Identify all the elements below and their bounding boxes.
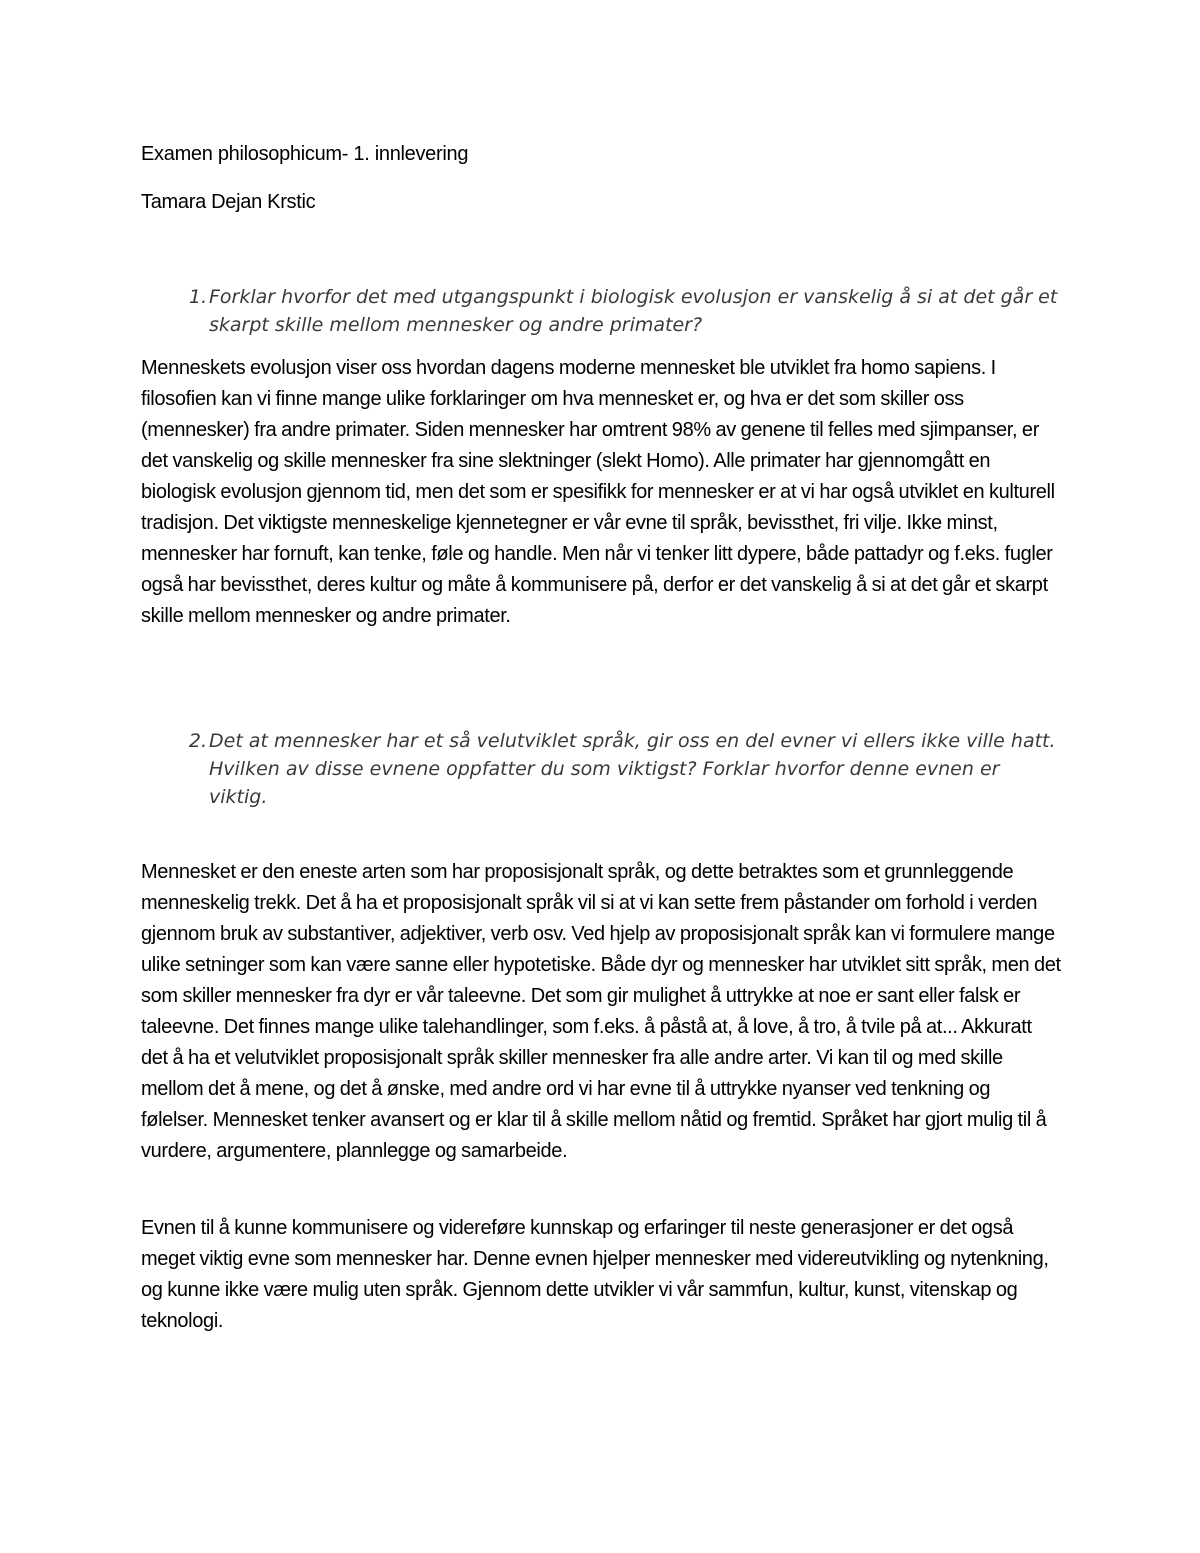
question-1 — [141, 283, 1061, 339]
question-text: Forklar hvorfor det med utgangspunkt i biologisk evolusjon er vanskelig å si at det går et skarpt skille mellom mennesker og andre primater? — [209, 286, 1058, 336]
question-number: 2. — [188, 730, 207, 752]
question-number: 1. — [188, 286, 207, 308]
question-2 — [141, 727, 1061, 811]
answer-paragraph-3: Evnen til å kunne kommunisere og videreføre kunnskap og erfaringer til neste generasjoner er det også meget viktig evne som mennesker har. Denne evnen hjelper mennesker med videreutvikling og nytenkning, og kunne ikke være mulig uten språk. Gjennom dette utvikler vi vår sammfun, kultur, kunst, vitenskap og teknologi. — [141, 1217, 1049, 1332]
author-name: Tamara Dejan Krstic — [141, 191, 316, 213]
question-text: Det at mennesker har et så velutviklet språk, gir oss en del evner vi ellers ikke ville hatt. Hvilken av disse evnene oppfatter du som viktigst? Forklar hvorfor denne evnen er viktig. — [209, 730, 1056, 808]
answer-paragraph-2: Mennesket er den eneste arten som har proposisjonalt språk, og dette betraktes som et grunnleggende menneskelig trekk. Det å ha et proposisjonalt språk vil si at vi kan sette frem påstander om forhold i verden gjennom bruk av substantiver, adjektiver, verb osv. Ved hjelp av proposisjonalt språk kan vi formulere mange ulike setninger som kan være sanne eller hypotetiske. Både dyr og mennesker har utviklet sitt språk, men det som skiller mennesker fra dyr er vår taleevne. Det som gir mulighet å uttrykke at noe er sant eller falsk er taleevne. Det finnes mange ulike talehandlinger, som f.eks. å påstå at, å love, å tro, å tvile på at... Akkuratt det å ha et velutviklet proposisjonalt språk skiller mennesker fra alle andre arter. Vi kan til og med skille mellom det å mene, og det å ønske, med andre ord vi har evne til å uttrykke nyanser ved tenkning og følelser. Mennesket tenker avansert og er klar til å skille mellom nåtid og fremtid. Språket har gjort mulig til å vurdere, argumentere, plannlegge og samarbeide. — [141, 861, 1061, 1162]
document-title: Examen philosophicum- 1. innlevering — [141, 143, 469, 165]
answer-paragraph-1: Menneskets evolusjon viser oss hvordan dagens moderne mennesket ble utviklet fra homo sapiens. I filosofien kan vi finne mange ulike forklaringer om hva mennesket er, og hva er det som skiller oss (mennesker) fra andre primater. Siden mennesker har omtrent 98% av genene til felles med sjimpanser, er det vanskelig og skille mennesker fra sine slektninger (slekt Homo). Alle primater har gjennomgått en biologisk evolusjon gjennom tid, men det som er spesifikk for mennesker er at vi har også utviklet en kulturell tradisjon. Det viktigste menneskelige kjennetegner er vår evne til språk, bevissthet, fri vilje. Ikke minst, mennesker har fornuft, kan tenke, føle og handle. Men når vi tenker litt dypere, både pattadyr og f.eks. fugler også har bevissthet, deres kultur og måte å kommunisere på, derfor er det vanskelig å si at det går et skarpt skille mellom mennesker og andre primater. — [141, 357, 1055, 627]
